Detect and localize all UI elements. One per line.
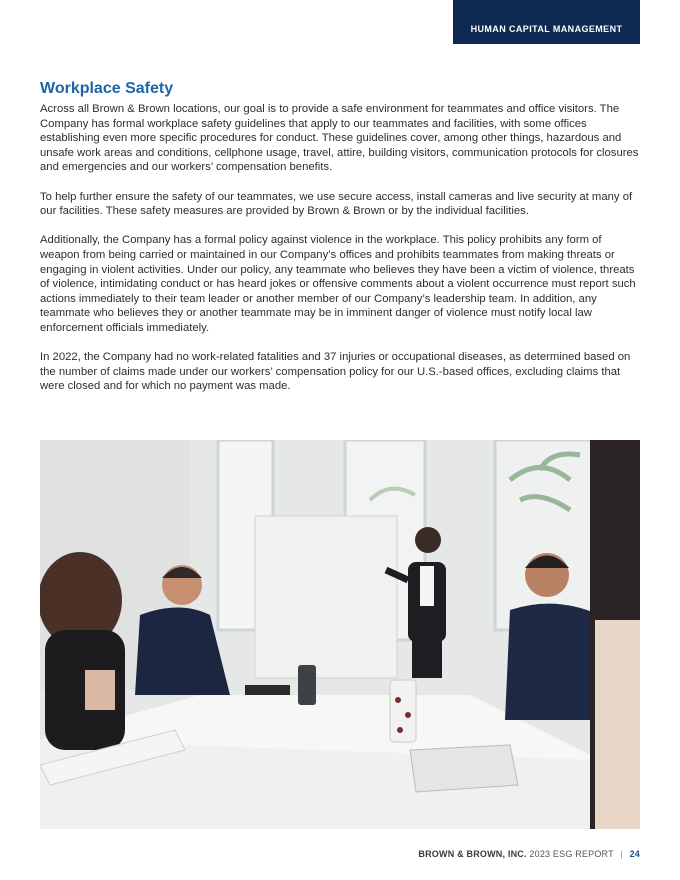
footer-separator: |: [620, 849, 623, 859]
page-number: 24: [629, 849, 640, 859]
paragraph: Across all Brown & Brown locations, our goal is to provide a safe environment for teammates and office visitors. The Company has formal workplace safety guidelines that apply to our teammates and facilities, with some offices establishing even more specific procedures for conduct. These guidelines cover, among other things, hazardous and unsafe work areas and conditions, cellphone usage, travel, attire, building visitors, communication protocols for closures and emergencies and our workers’ compensation benefits.: [40, 103, 639, 174]
paragraph: To help further ensure the safety of our teammates, we use secure access, install cameras and live security at many of our facilities. These safety measures are provided by Brown & Brown or by the individual facilities.: [40, 190, 633, 218]
section-label: HUMAN CAPITAL MANAGEMENT: [470, 24, 623, 34]
paragraph: In 2022, the Company had no work-related fatalities and 37 injuries or occupational diseases, as determined based on the number of claims made under our workers’ compensation policy for our U.S.-based offices, excluding claims that were closed and for which no payment was made.: [40, 351, 631, 393]
page-footer: [418, 849, 640, 859]
page-title: Workplace Safety: [40, 80, 174, 97]
section-header-tab: [453, 0, 640, 44]
meeting-photo: [40, 440, 640, 829]
meeting-photo-illustration: [40, 440, 640, 829]
footer-company: BROWN & BROWN, INC.: [418, 849, 527, 859]
article-body: [40, 102, 640, 408]
paragraph: Additionally, the Company has a formal policy against violence in the workplace. This policy prohibits any form of weapon from being carried or maintained in our Company’s offices and prohibits teammates from making threats or engaging in violent activities. Under our policy, any teammate who believes they have been a victim of violence, threats of violence, intimidating conduct or has heard jokes or offensive comments about a violent occurrence must report such actions immediately to their team leader or another member of our Company’s leadership team. In addition, any teammate who believes they or another teammate may be in imminent danger of violence must notify local law enforcement officials immediately.: [40, 234, 636, 334]
footer-report: 2023 ESG REPORT: [529, 849, 614, 859]
